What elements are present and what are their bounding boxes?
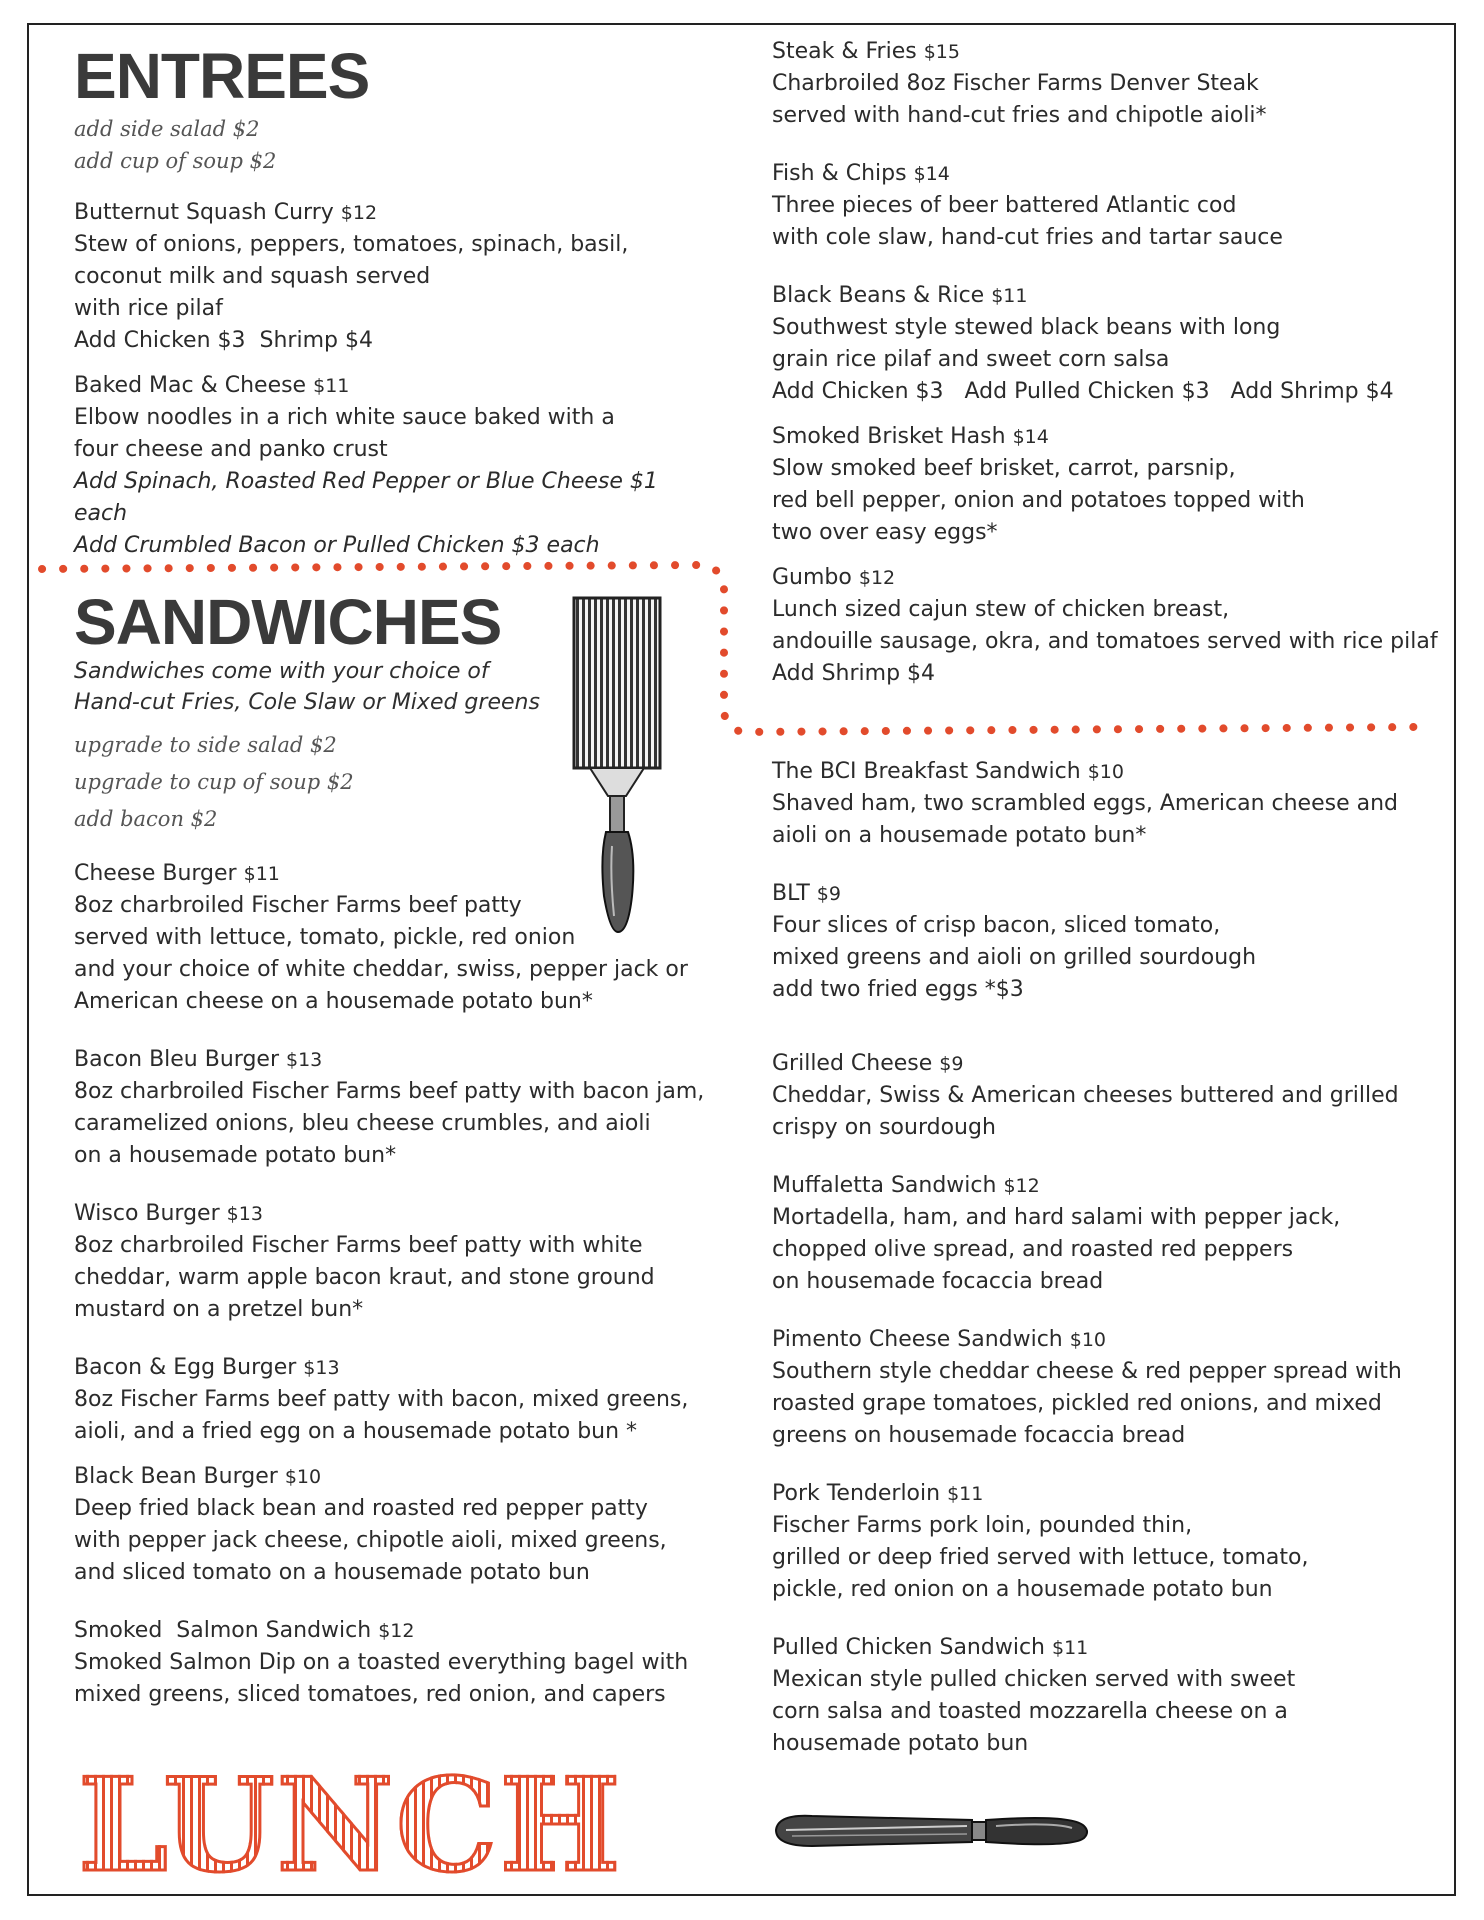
item-price: $11 [947,1483,984,1505]
item-description: four cheese and panko crust [74,437,388,462]
item-description: housemade potato bun [772,1731,1029,1756]
note-upgrade-soup: upgrade to cup of soup $2 [74,770,354,794]
item-description: Stew of onions, peppers, tomatoes, spinach, basil, [74,232,629,257]
item-price: $14 [1012,426,1049,448]
item-description: Shaved ham, two scrambled eggs, American cheese and [772,791,1398,816]
item-name: The BCI Breakfast Sandwich [772,759,1081,784]
menu-item [772,756,1442,852]
item-description: on a housemade potato bun* [74,1143,397,1168]
item-name: Grilled Cheese [772,1051,933,1076]
item-name: Cheese Burger [74,861,237,886]
subtitle-line: Hand-cut Fries, Cole Slaw or Mixed greens [74,690,540,715]
item-name: Bacon Bleu Burger [74,1047,279,1072]
menu-item [772,1632,1442,1760]
sandwiches-notes [74,727,354,838]
item-name: Gumbo [772,565,852,590]
item-description: two over easy eggs* [772,520,998,545]
item-name: Pulled Chicken Sandwich [772,1635,1045,1660]
item-price: $13 [285,1049,323,1071]
item-price: $9 [816,883,841,905]
item-name: Butternut Squash Curry [74,200,334,225]
item-addon: Add Crumbled Bacon or Pulled Chicken $3 each [74,533,600,558]
menu-item [74,1198,734,1326]
item-description: Three pieces of beer battered Atlantic cod [772,193,1237,218]
item-description: Add Shrimp $4 [772,661,936,686]
item-addon: Add Chicken $3 Shrimp $4 [74,328,373,353]
item-description: and sliced tomato on a housemade potato bun [74,1560,590,1585]
item-name: Steak & Fries [772,39,917,64]
item-description: coconut milk and squash served [74,264,431,289]
menu-item [772,1048,1442,1144]
item-name: Pimento Cheese Sandwich [772,1327,1063,1352]
item-description: mixed greens and aioli on grilled sourdough [772,945,1257,970]
item-description: roasted grape tomatoes, pickled red onions, and mixed [772,1391,1382,1416]
menu-item [74,858,734,1018]
item-price: $12 [858,567,896,589]
menu-item [772,1170,1442,1298]
note-cup-soup: add cup of soup $2 [74,149,277,173]
subtitle-line: Sandwiches come with your choice of [74,659,489,684]
item-price: $11 [1051,1637,1089,1659]
item-description: with cole slaw, hand-cut fries and tartar sauce [772,225,1283,250]
menu-item [74,1044,734,1172]
item-description: served with hand-cut fries and chipotle aioli* [772,103,1267,128]
item-description: 8oz charbroiled Fischer Farms beef patty with white [74,1233,643,1258]
item-name: Muffaletta Sandwich [772,1173,997,1198]
item-description: 8oz Fischer Farms beef patty with bacon, mixed greens, [74,1387,689,1412]
item-description: Mortadella, ham, and hard salami with pepper jack, [772,1205,1341,1230]
lunch-title: LUNCH [78,1751,623,1901]
item-price: $11 [991,285,1028,307]
menu-item [772,1478,1442,1606]
knife-icon [772,1808,1092,1852]
item-description: aioli, and a fried egg on a housemade potato bun * [74,1419,638,1444]
item-description: grilled or deep fried served with lettuce, tomato, [772,1545,1309,1570]
item-name: Smoked Brisket Hash [772,424,1006,449]
note-add-bacon: add bacon $2 [74,807,218,831]
item-description: cheddar, warm apple bacon kraut, and stone ground [74,1265,655,1290]
menu-item [74,1461,734,1589]
item-price: $11 [243,863,280,885]
item-name: Black Beans & Rice [772,283,985,308]
item-description: mixed greens, sliced tomatoes, red onion, and capers [74,1682,666,1707]
item-description: Lunch sized cajun stew of chicken breast, [772,597,1230,622]
sandwiches-subtitle [74,656,540,718]
item-description: on housemade focaccia bread [772,1269,1104,1294]
item-description: Fischer Farms pork loin, pounded thin, [772,1513,1193,1538]
item-description: Slow smoked beef brisket, carrot, parsnip, [772,456,1236,481]
item-description: greens on housemade focaccia bread [772,1423,1186,1448]
item-description: Smoked Salmon Dip on a toasted everything bagel with [74,1650,689,1675]
item-name: BLT [772,881,810,906]
item-name: Fish & Chips [772,161,907,186]
item-addon: Add Spinach, Roasted Red Pepper or Blue Cheese $1 each [74,469,658,526]
item-description: Mexican style pulled chicken served with sweet [772,1667,1296,1692]
item-description: Deep fried black bean and roasted red pepper patty [74,1496,648,1521]
note-side-salad: add side salad $2 [74,117,260,141]
item-price: $12 [378,1620,415,1642]
item-description: caramelized onions, bleu cheese crumbles, and aioli [74,1111,651,1136]
menu-item [74,1615,734,1711]
item-description: chopped olive spread, and roasted red peppers [772,1237,1294,1262]
item-price: $10 [1087,761,1124,783]
item-description: add two fried eggs *$3 [772,977,1024,1002]
menu-item [772,1324,1442,1452]
item-description: Elbow noodles in a rich white sauce baked with a [74,405,615,430]
item-description: aioli on a housemade potato bun* [772,823,1147,848]
sandwiches-title: SANDWICHES [74,586,502,658]
item-description: pickle, red onion on a housemade potato bun [772,1577,1273,1602]
item-description: Four slices of crisp bacon, sliced tomato, [772,913,1221,938]
item-name: Baked Mac & Cheese [74,373,307,398]
item-price: $11 [313,375,350,397]
item-description: Charbroiled 8oz Fischer Farms Denver Steak [772,71,1259,96]
item-name: Smoked Salmon Sandwich [74,1618,372,1643]
item-description: and your choice of white cheddar, swiss, pepper jack or [74,957,688,982]
sandwiches-left-column [74,858,734,1711]
item-description: andouille sausage, okra, and tomatoes served with rice pilaf [772,629,1438,654]
item-price: $12 [340,202,378,224]
item-description: red bell pepper, onion and potatoes topped with [772,488,1305,513]
item-price: $10 [284,1466,322,1488]
item-description: with pepper jack cheese, chipotle aioli, mixed greens, [74,1528,667,1553]
item-name: Pork Tenderloin [772,1481,941,1506]
item-description: Cheddar, Swiss & American cheeses buttered and grilled [772,1083,1399,1108]
item-description: Southwest style stewed black beans with long [772,315,1281,340]
entrees-title: ENTREES [74,40,370,112]
item-name: Bacon & Egg Burger [74,1355,297,1380]
item-description: Add Chicken $3 Add Pulled Chicken $3 Add Shrimp $4 [772,379,1394,404]
item-description: mustard on a pretzel bun* [74,1297,364,1322]
item-description: served with lettuce, tomato, pickle, red onion [74,925,576,950]
item-price: $13 [303,1357,340,1379]
item-price: $13 [226,1203,263,1225]
item-price: $15 [923,41,960,63]
item-price: $10 [1069,1329,1107,1351]
item-description: crispy on sourdough [772,1115,996,1140]
item-description: Southern style cheddar cheese & red pepper spread with [772,1359,1402,1384]
item-price: $9 [939,1053,964,1075]
item-description: with rice pilaf [74,296,223,321]
item-description: American cheese on a housemade potato bun* [74,989,593,1014]
item-description: grain rice pilaf and sweet corn salsa [772,347,1170,372]
item-name: Black Bean Burger [74,1464,278,1489]
menu-item [772,878,1442,1006]
item-description: corn salsa and toasted mozzarella cheese on a [772,1699,1288,1724]
menu-item [74,1352,734,1448]
item-description: 8oz charbroiled Fischer Farms beef patty with bacon jam, [74,1079,705,1104]
note-upgrade-salad: upgrade to side salad $2 [74,733,337,757]
item-description: 8oz charbroiled Fischer Farms beef patty [74,893,522,918]
sandwiches-right-column [772,756,1442,1760]
item-price: $14 [913,163,950,185]
item-name: Wisco Burger [74,1201,220,1226]
item-price: $12 [1003,1175,1040,1197]
